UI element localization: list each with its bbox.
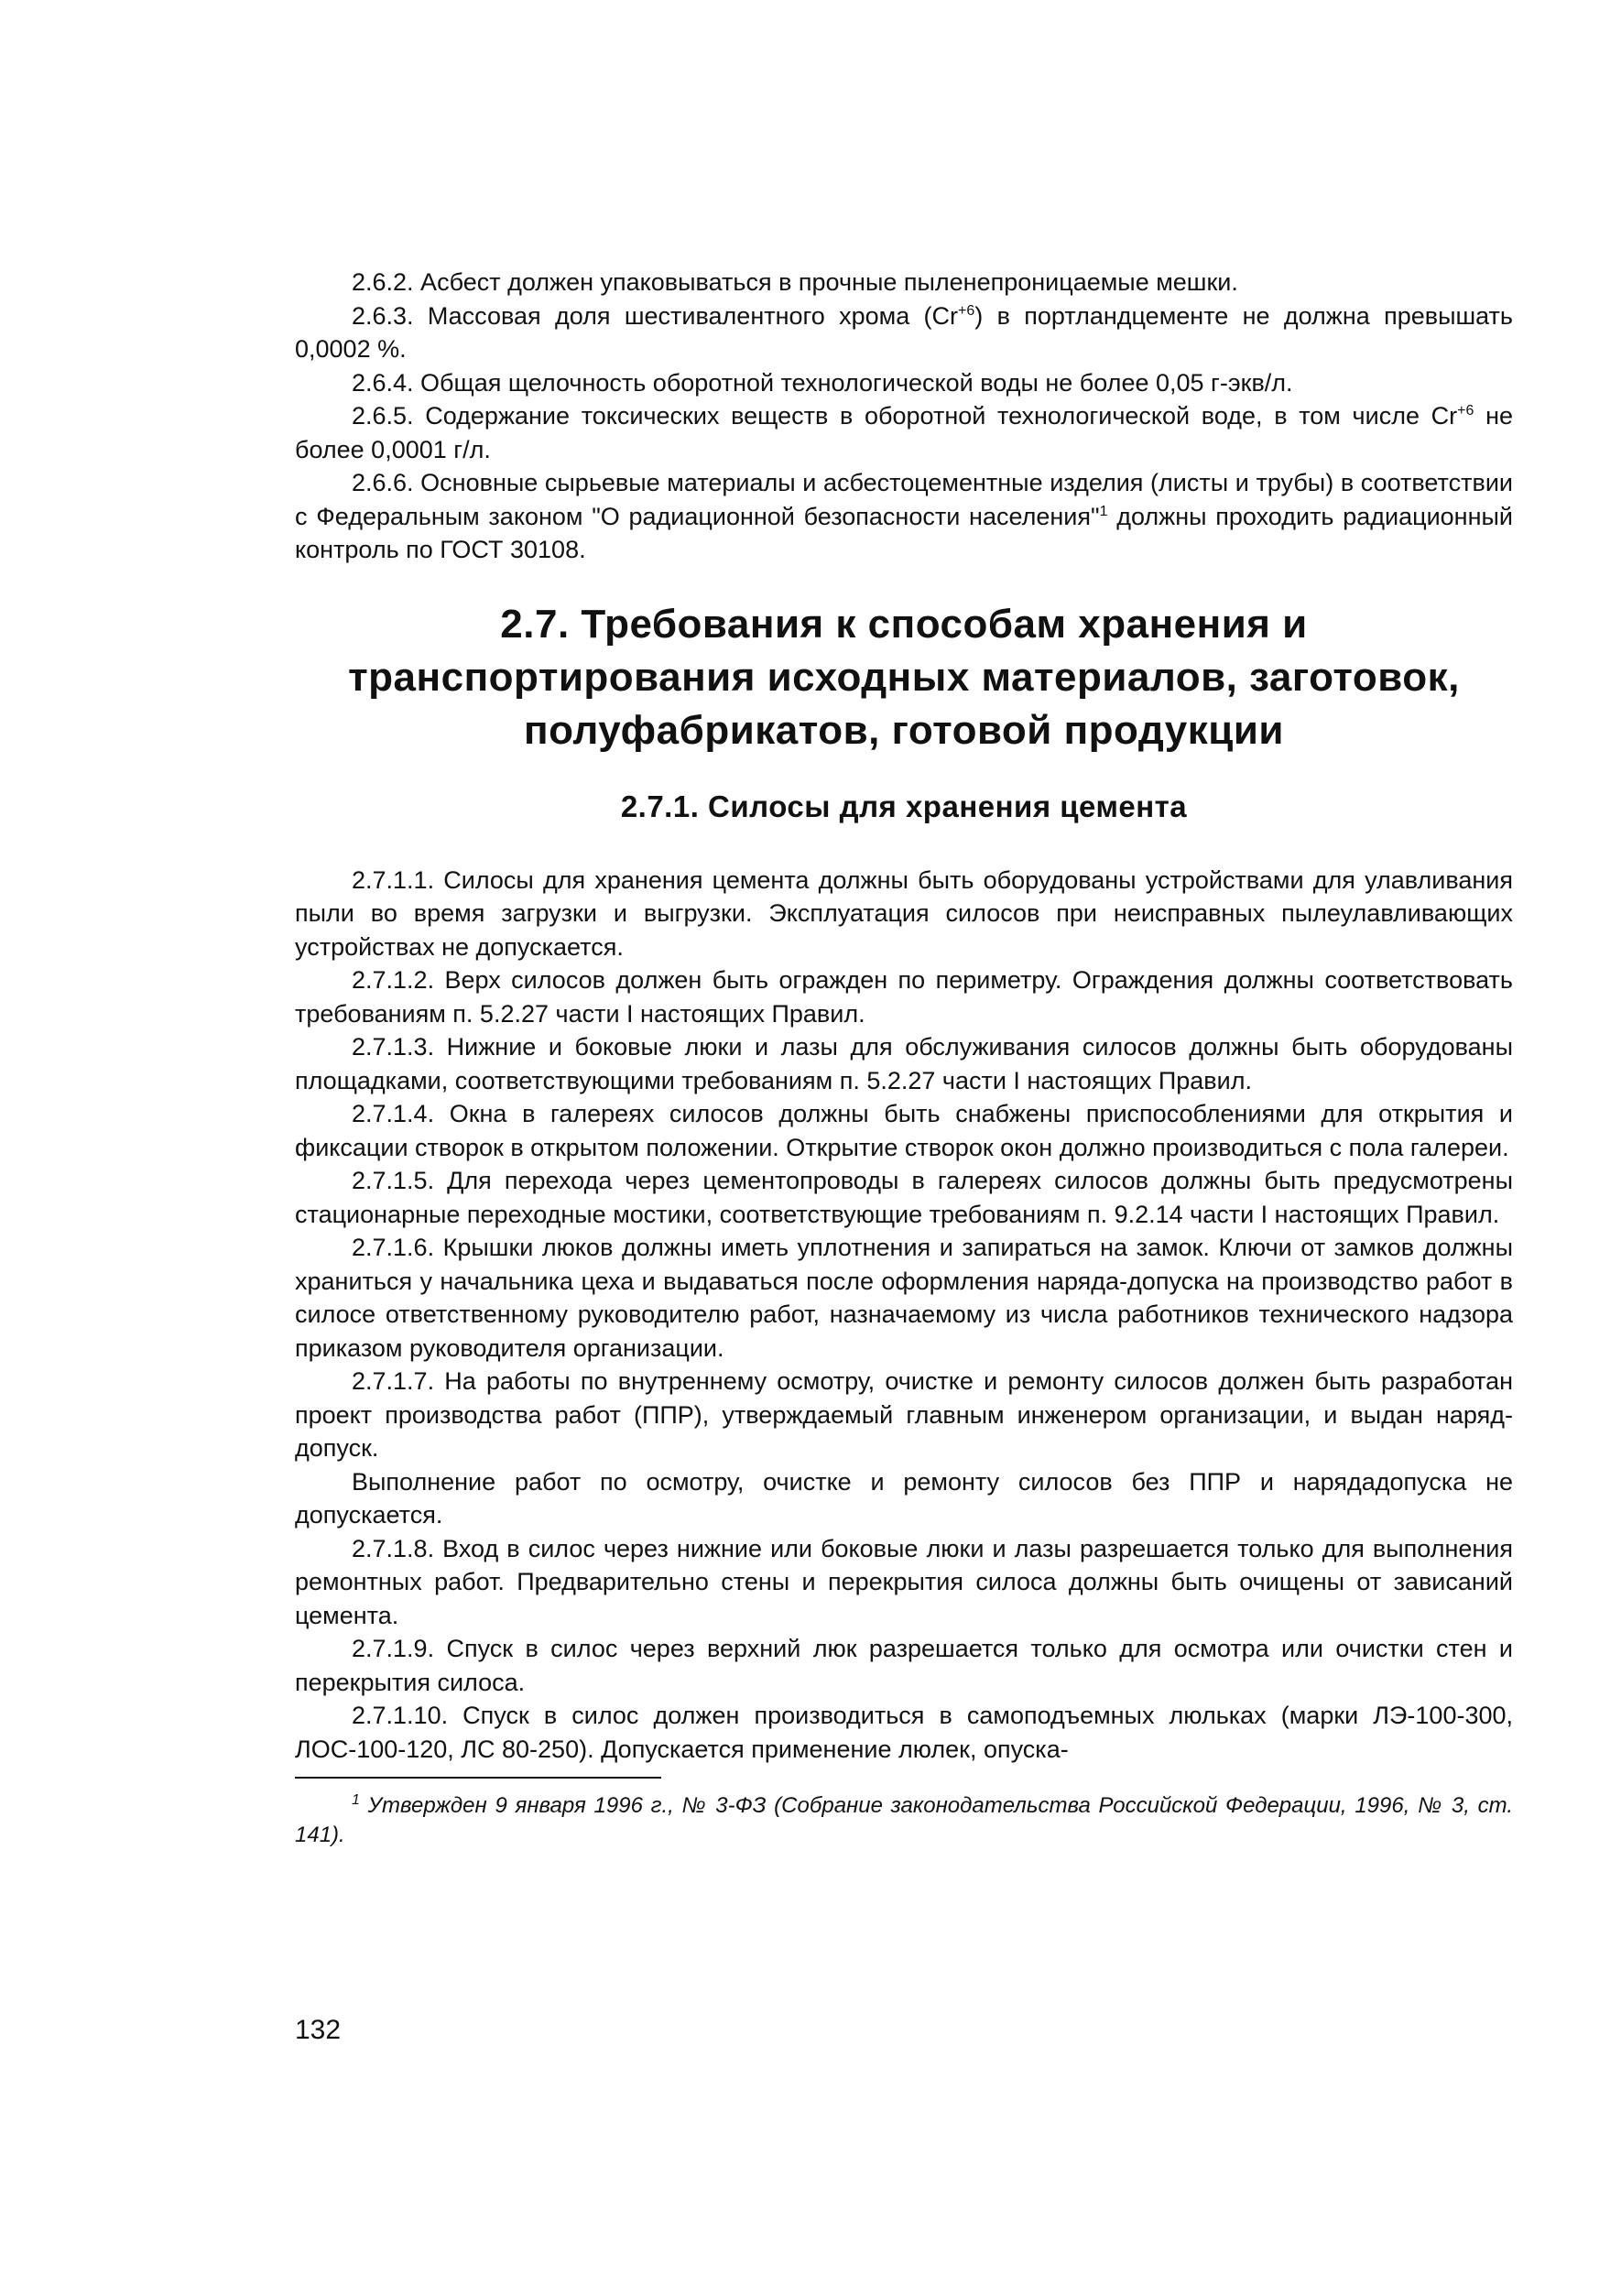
- paragraph: 2.6.6. Основные сырьевые материалы и асбестоцементные изделия (листы и трубы) в соответствии с Федеральным законом "О радиационной безопасности населения"$^1$ должны проходить радиационный контроль по ГОСТ 30108.: [295, 469, 1513, 563]
- superscript: +6: [1457, 403, 1474, 419]
- paragraph: 2.7.1.2. Верх силосов должен быть огражден по периметру. Ограждения должны соответствовать требованиям п. 5.2.27 части I настоящих Правил.: [295, 966, 1513, 1028]
- footnote-mark: 1: [352, 1792, 360, 1808]
- page-number: 132: [295, 2015, 342, 2045]
- paragraph: 2.6.5. Содержание токсических веществ в оборотной технологической воде, в том числе $Cr^{+6}$ не более 0,0001 г/л.: [295, 402, 1513, 463]
- footnote-reference: 1: [1099, 503, 1108, 519]
- paragraph: Выполнение работ по осмотру, очистке и ремонту силосов без ППР и нарядадопуска не допускается.: [295, 1467, 1513, 1529]
- footnote-text: Утвержден 9 января 1996 г., № 3-ФЗ (Собрание законодательства Российской Федерации, 1996, № 3, ст. 141).: [295, 1793, 1513, 1847]
- paragraphs-top: [295, 266, 1513, 567]
- paragraph: 2.7.1.1. Силосы для хранения цемента должны быть оборудованы устройствами для улавливания пыли во время загрузки и выгрузки. Эксплуатация силосов при неисправных пылеулавливающих устройствах не допускается.: [295, 865, 1513, 961]
- paragraph: 2.7.1.4. Окна в галереях силосов должны быть снабжены приспособлениями для открытия и фиксации створок в открытом положении. Открытие створок окон должно производиться с пола галереи.: [295, 1100, 1513, 1161]
- subsection-title: 2.7.1. Силосы для хранения цемента: [620, 789, 1188, 823]
- paragraph: 2.7.1.10. Спуск в силос должен производиться в самоподъемных люльках (марки ЛЭ-100-300, ЛОС-100-120, ЛС 80-250). Допускается применение люлек, опуска-: [295, 1702, 1513, 1763]
- paragraph: 2.6.2. Асбест должен упаковываться в прочные пыленепроницаемые мешки.: [352, 268, 1238, 296]
- paragraph: 2.6.4. Общая щелочность оборотной технологической воды не более 0,05 г-экв/л.: [352, 368, 1293, 397]
- section-title: 2.7. Требования к способам хранения и транспортирования исходных материалов, заготовок, полуфабрикатов, готовой продукции: [348, 601, 1460, 753]
- paragraph: 2.7.1.7. На работы по внутреннему осмотру, очистке и ремонту силосов должен быть разработан проект производства работ (ППР), утверждаемый главным инженером организации, и выдан наряд-допуск.: [295, 1367, 1513, 1462]
- footnote: [295, 1791, 1513, 1850]
- paragraph: 2.6.3. Массовая доля шестивалентного хрома $(Cr^{+6})$ в портландцементе не должна превышать 0,0002 %.: [295, 301, 1513, 363]
- document-page: [295, 266, 1513, 1850]
- paragraph: 2.7.1.9. Спуск в силос через верхний люк разрешается только для осмотра или очистки стен и перекрытия силоса.: [295, 1635, 1513, 1696]
- paragraph: 2.7.1.5. Для перехода через цементопроводы в галереях силосов должны быть предусмотрены стационарные переходные мостики, соответствующие требованиям п. 9.2.14 части I настоящих Правил.: [295, 1167, 1513, 1228]
- paragraph: 2.7.1.8. Вход в силос через нижние или боковые люки и лазы разрешается только для выполнения ремонтных работ. Предварительно стены и перекрытия силоса должны быть очищены от зависаний цемента.: [295, 1534, 1513, 1629]
- superscript: +6: [958, 302, 975, 319]
- paragraph: 2.7.1.6. Крышки люков должны иметь уплотнения и запираться на замок. Ключи от замков должны храниться у начальника цеха и выдаваться после оформления наряда-допуска на производство работ в силосе ответственному руководителю работ, назначаемому из числа работников технического надзора приказом руководителя организации.: [295, 1234, 1513, 1362]
- footnote-divider: [295, 1777, 661, 1779]
- paragraphs-main: [295, 864, 1513, 1767]
- paragraph: 2.7.1.3. Нижние и боковые люки и лазы для обслуживания силосов должны быть оборудованы площадками, соответствующими требованиям п. 5.2.27 части I настоящих Правил.: [295, 1033, 1513, 1094]
